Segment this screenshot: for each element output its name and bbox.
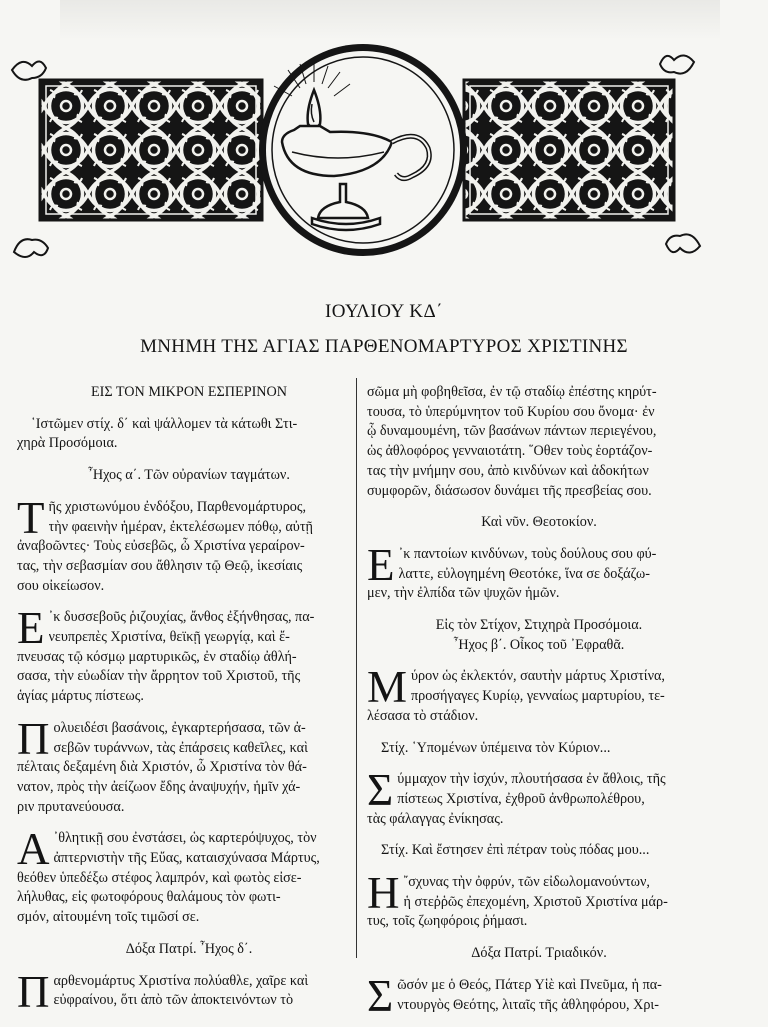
drop-cap: Σ (367, 970, 394, 1021)
doxa-rubric-2: Δόξα Πατρί. Τριαδικόν. (471, 945, 607, 962)
stichos-verse-1: Στίχ. ῾Υπομένων ὑπέμεινα τὸν Κύριον... (381, 739, 611, 756)
drop-cap: Π (17, 966, 50, 1017)
aposticha-3: Η ῎σχυνας τὴν ὀφρύν, τῶν εἰδωλομανούντων, ἡ στεῤῥῶς ἐπεχομένη, Χριστοῦ Χριστίνα μάρ- τυς, τοῖς ζωηφόροις ῥήμασι. (367, 868, 668, 930)
right-column (367, 383, 711, 1027)
doxastikon-continued: σῶμα μὴ φοβηθεῖσα, ἐν τῷ σταδίῳ ἐπέστης κηρύτ- τουσα, τὸ ὑπερύμνητον τοῦ Κυρίου σου ὄνομα· ἐν ᾧ δυναμουμένη, τῶν βασάνων πάντων περιεγένου, ὡς ἀθλοφόρος γενναιοτάτη. ῞Οθεν τοὺς ἑορτάζον- τας τὴν μνήμην σου, ἀπὸ κινδύνων καὶ ἀδοκήτων συμφορῶν, διάσωσον δυνάμει τῆς πρεσβείας σου. (367, 384, 657, 499)
theotokion: Ε ᾽κ παντοίων κινδύνων, τοὺς δούλους σου φύ- λαττε, εὐλογημένη Θεοτόκε, ἵνα σε δοξάζω- μεν, τὴν ἐλπίδα τῶν ψυχῶν ἡμῶν. (367, 539, 657, 602)
sticheron-3: Π ολυειδέσι βασάνοις, ἐγκαρτερήσασα, τῶν ἀ- σεβῶν τυράννων, τὰς ἐπάρσεις καθεῖλες, καὶ πέλταις δεξαμένη διὰ Χριστόν, ὦ Χριστίνα τὸν θά- νατον, πρὸς τὴν ἀείζωον ἔδης ἀναψυχήν, ἡμῖν χά- ριν πρυτανεύουσα. (17, 713, 308, 815)
rubric-intro: ῾Ιστῶμεν στίχ. δ΄ καὶ ψάλλομεν τὰ κάτωθι Στι- χηρὰ Προσόμοια. (17, 415, 298, 452)
doxastikon: Π αρθενομάρτυς Χριστίνα πολύαθλε, χαῖρε καὶ εὐφραίνου, ὅτι ἀπὸ τῶν ἀποκτεινόντων τὸ (17, 966, 309, 1017)
drop-cap: Μ (367, 662, 408, 713)
drop-cap: Π (17, 713, 50, 764)
drop-cap: Η (367, 868, 400, 919)
ornamental-header-banner (0, 40, 768, 260)
drop-cap: Ε (17, 603, 45, 654)
theotokion-rubric: Καὶ νῦν. Θεοτοκίον. (481, 514, 597, 531)
date-title: ΙΟΥΛΙΟΥ ΚΔ΄ (324, 301, 444, 322)
echos-rubric-2: ῏Ηχος β΄. Οἶκος τοῦ ᾽Εφραθᾶ. (453, 636, 625, 653)
left-column (17, 383, 361, 1023)
echos-rubric: ῏Ηχος α΄. Τῶν οὐρανίων ταγμάτων. (88, 467, 290, 484)
triadikon: Σ ῶσόν με ὁ Θεός, Πάτερ Υἱὲ καὶ Πνεῦμα, ἡ πα- ντουργὸς Θεότης, λιταῖς τῆς ἀθληφόρου, Χρι- (367, 970, 662, 1021)
aposticha-heading: Εἰς τὸν Στίχον, Στιχηρὰ Προσόμοια. (435, 617, 643, 634)
doxa-rubric: Δόξα Πατρί. ῏Ηχος δ΄. (125, 940, 253, 957)
sticheron-2: Ε ᾽κ δυσσεβοῦς ῥιζουχίας, ἄνθος ἐξήνθησας, πα- νευπρεπὲς Χριστίνα, θεϊκῇ γεωργίᾳ, καὶ ἔ- πνευσας τῷ κόσμῳ μαρτυρικῶς, ἐν σταδίῳ ἀθλή- σασα, τὴν εὐωδίαν τὴν ἄρρητον τοῦ Χριστοῦ, τῆς ἁγίας μάρτυς πίστεως. (17, 603, 315, 705)
section-heading: ΕΙΣ ΤΟΝ ΜΙΚΡΟΝ ΕΣΠΕΡΙΝΟΝ (90, 384, 288, 400)
drop-cap: Ε (367, 539, 395, 590)
page-titles (0, 301, 768, 358)
aposticha-2: Σ ύμμαχον τὴν ἰσχύν, πλουτήσασα ἐν ἄθλοις, τῆς πίστεως Χριστίνα, ἐχθροῦ ἀνθρωπολέθρου, τὰς φάλαγγας ἐνίκησας. (367, 765, 666, 827)
scan-shadow (60, 0, 720, 40)
sticheron-4: Α ᾽θλητικῇ σου ἐνστάσει, ὡς καρτερόψυχος, τὸν ἀπτερνιστὴν τῆς Εὔας, καταισχύνασα Μάρτυς, θεόθεν ὑπεδέξω στέφος λαμπρόν, καὶ φωτὸς εἰσε- λήλυθας, εἰς φωτοφόρους θαλάμους τὸν φωτι- σμόν, αἰτουμένη τοῖς τιμῶσί σε. (17, 824, 320, 926)
drop-cap: Α (17, 824, 50, 875)
sticheron-1: Τ ῆς χριστωνύμου ἐνδόξου, Παρθενομάρτυρος, τὴν φαεινὴν ἡμέραν, ἐκτελέσωμεν πόθῳ, αὐτῇ ἀναβοῶντες· Τοὺς εὐσεβῶς, ὦ Χριστίνα γεραίρον- τας, τὴν σεβασμίαν σου ἄθλησιν τῷ Θεῷ, ἱκεσίαις σου οἰκείωσον. (17, 492, 313, 594)
drop-cap: Τ (17, 492, 45, 543)
drop-cap: Σ (367, 765, 394, 816)
stichos-verse-2: Στίχ. Καὶ ἔστησεν ἐπὶ πέτραν τοὺς πόδας μου... (381, 842, 650, 859)
aposticha-1: Μ ύρον ὡς ἐκλεκτόν, σαυτὴν μάρτυς Χριστίνα, προσήγαγες Κυρίῳ, γενναίως μαρτυρίου, τε- λέσασα τὸ στάδιον. (367, 662, 665, 724)
feast-title: ΜΝΗΜΗ ΤΗΣ ΑΓΙΑΣ ΠΑΡΘΕΝΟΜΑΡΤΥΡΟΣ ΧΡΙΣΤΙΝΗΣ (140, 336, 628, 357)
